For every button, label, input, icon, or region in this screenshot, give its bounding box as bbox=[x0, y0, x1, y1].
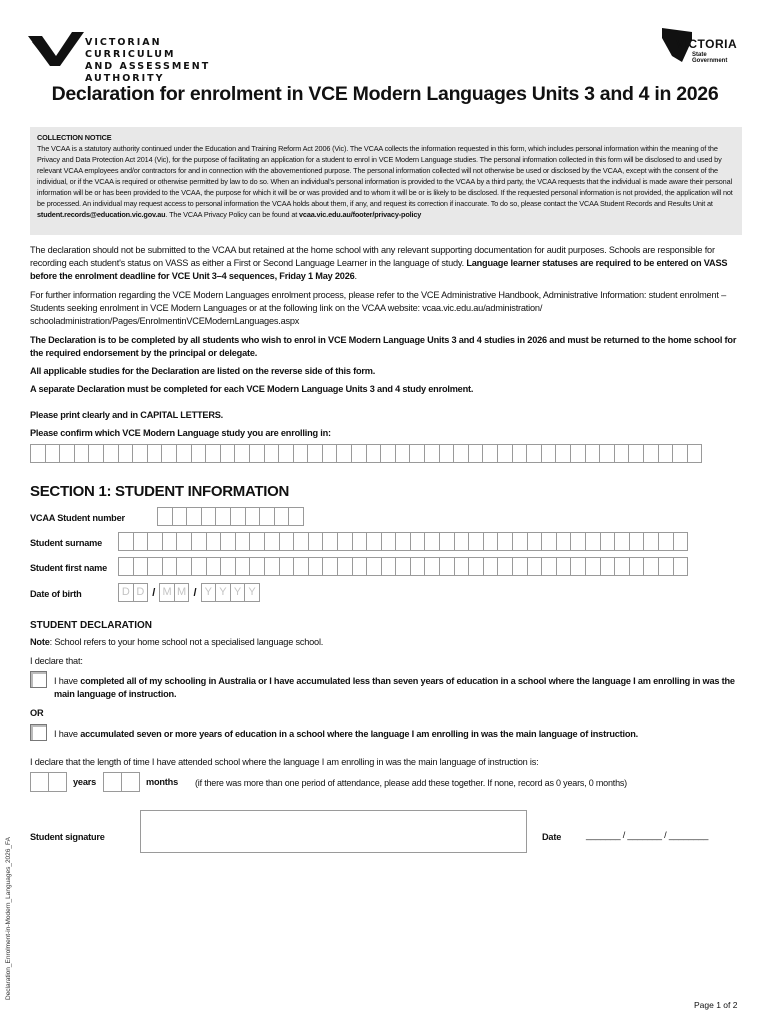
language-study-cell[interactable] bbox=[497, 444, 513, 463]
language-study-cell[interactable] bbox=[278, 444, 294, 463]
language-study-cell[interactable] bbox=[74, 444, 90, 463]
language-study-cell[interactable] bbox=[585, 444, 601, 463]
years-digit-2[interactable] bbox=[48, 772, 67, 792]
first-name-cell[interactable] bbox=[439, 557, 455, 576]
surname-cell[interactable] bbox=[439, 532, 455, 551]
first-name-label: Student first name bbox=[30, 563, 108, 573]
language-study-cell[interactable] bbox=[512, 444, 528, 463]
language-study-cell[interactable] bbox=[351, 444, 367, 463]
victoria-logo bbox=[662, 28, 742, 68]
vcaa-logo-icon bbox=[28, 32, 84, 66]
language-study-cell[interactable] bbox=[59, 444, 75, 463]
language-study-cell[interactable] bbox=[468, 444, 484, 463]
surname-cell[interactable] bbox=[264, 532, 280, 551]
surname-cell[interactable] bbox=[454, 532, 470, 551]
surname-cell[interactable] bbox=[410, 532, 426, 551]
surname-cell[interactable] bbox=[249, 532, 265, 551]
language-study-cell[interactable] bbox=[132, 444, 148, 463]
page-title: Declaration for enrolment in VCE Modern Languages Units 3 and 4 in 2026 bbox=[51, 83, 719, 105]
language-study-cell[interactable] bbox=[672, 444, 688, 463]
first-name-cell[interactable] bbox=[497, 557, 513, 576]
student-number-cell[interactable] bbox=[172, 507, 188, 526]
surname-cell[interactable] bbox=[658, 532, 674, 551]
date-label: Date bbox=[542, 832, 562, 842]
language-study-cell[interactable] bbox=[409, 444, 425, 463]
surname-cell[interactable] bbox=[133, 532, 149, 551]
language-study-input[interactable] bbox=[30, 444, 701, 463]
first-name-cell[interactable] bbox=[468, 557, 484, 576]
student-number-cell[interactable] bbox=[274, 507, 290, 526]
language-study-cell[interactable] bbox=[570, 444, 586, 463]
section-1-title: SECTION 1: STUDENT INFORMATION bbox=[30, 483, 290, 500]
surname-cell[interactable] bbox=[570, 532, 586, 551]
language-study-cell[interactable] bbox=[643, 444, 659, 463]
declaration-note: Note: School refers to your home school not a specialised language school. bbox=[30, 637, 324, 647]
language-study-cell[interactable] bbox=[395, 444, 411, 463]
surname-cell[interactable] bbox=[118, 532, 134, 551]
surname-cell[interactable] bbox=[235, 532, 251, 551]
dob-input[interactable] bbox=[118, 583, 259, 602]
language-study-cell[interactable] bbox=[307, 444, 323, 463]
option-1-text: I have completed all of my schooling in Australia or I have accumulated less than seven years of education in a school where the language I am enrolling in was the main language of instruction. bbox=[54, 676, 735, 699]
first-name-cell[interactable] bbox=[585, 557, 601, 576]
date-input-line[interactable]: _______ / _______ / ________ bbox=[586, 830, 709, 840]
months-digit-2[interactable] bbox=[121, 772, 140, 792]
surname-cell[interactable] bbox=[600, 532, 616, 551]
language-study-cell[interactable] bbox=[45, 444, 61, 463]
first-name-cell[interactable] bbox=[527, 557, 543, 576]
surname-cell[interactable] bbox=[643, 532, 659, 551]
first-name-cell[interactable] bbox=[308, 557, 324, 576]
surname-cell[interactable] bbox=[176, 532, 192, 551]
surname-cell[interactable] bbox=[279, 532, 295, 551]
notice-heading: COLLECTION NOTICE bbox=[37, 133, 112, 142]
language-study-cell[interactable] bbox=[103, 444, 119, 463]
victoria-wordmark: VICTORIA bbox=[676, 37, 738, 51]
language-study-cell[interactable] bbox=[30, 444, 46, 463]
surname-cell[interactable] bbox=[352, 532, 368, 551]
first-name-cell[interactable] bbox=[614, 557, 630, 576]
surname-cell[interactable] bbox=[585, 532, 601, 551]
dob-day-2[interactable]: D bbox=[133, 583, 149, 602]
form-code-side-text: Declaration_Enrolment-in-Modern_Languages_2026_FA bbox=[5, 837, 12, 1000]
language-study-cell[interactable] bbox=[658, 444, 674, 463]
first-name-cell[interactable] bbox=[673, 557, 689, 576]
language-study-cell[interactable] bbox=[147, 444, 163, 463]
surname-cell[interactable] bbox=[556, 532, 572, 551]
language-study-cell[interactable] bbox=[191, 444, 207, 463]
print-instruction: Please print clearly and in CAPITAL LETTERS. bbox=[30, 410, 224, 420]
first-name-cell[interactable] bbox=[147, 557, 163, 576]
language-study-cell[interactable] bbox=[555, 444, 571, 463]
first-name-cell[interactable] bbox=[191, 557, 207, 576]
surname-cell[interactable] bbox=[366, 532, 382, 551]
language-study-cell[interactable] bbox=[161, 444, 177, 463]
first-name-cell[interactable] bbox=[483, 557, 499, 576]
language-study-cell[interactable] bbox=[599, 444, 615, 463]
language-study-cell[interactable] bbox=[482, 444, 498, 463]
first-name-cell[interactable] bbox=[424, 557, 440, 576]
first-name-cell[interactable] bbox=[541, 557, 557, 576]
intro-paragraph-1: The declaration should not be submitted to the VCAA but retained at the home school with any relevant supporting documentation for audit purposes. Schools are responsible for recording each student's status on VASS as either a First or Second Language Learner in the language of study. Language learner statuses are required to be entered on VASS before the enrolment deadline for VCE Unit 3–4 sequences, Friday 1 May 2026. bbox=[30, 245, 728, 281]
first-name-cell[interactable] bbox=[395, 557, 411, 576]
surname-cell[interactable] bbox=[512, 532, 528, 551]
first-name-cell[interactable] bbox=[410, 557, 426, 576]
student-number-cell[interactable] bbox=[215, 507, 231, 526]
years-label: years bbox=[73, 777, 97, 787]
first-name-cell[interactable] bbox=[352, 557, 368, 576]
surname-input[interactable] bbox=[118, 532, 687, 551]
language-study-prompt: Please confirm which VCE Modern Language study you are enrolling in: bbox=[30, 428, 331, 438]
language-study-cell[interactable] bbox=[118, 444, 134, 463]
student-number-cell[interactable] bbox=[157, 507, 173, 526]
surname-cell[interactable] bbox=[629, 532, 645, 551]
intro-paragraph-5: A separate Declaration must be completed for each VCE Modern Language Units 3 and 4 study enrolment. bbox=[30, 384, 474, 394]
first-name-cell[interactable] bbox=[643, 557, 659, 576]
language-study-cell[interactable] bbox=[424, 444, 440, 463]
student-number-cell[interactable] bbox=[245, 507, 261, 526]
surname-cell[interactable] bbox=[308, 532, 324, 551]
page-number: Page 1 of 2 bbox=[694, 1000, 738, 1010]
first-name-cell[interactable] bbox=[322, 557, 338, 576]
months-input[interactable] bbox=[103, 772, 139, 792]
length-statement: I declare that the length of time I have attended school where the language I am enrolling in was the main language of instruction is: bbox=[30, 757, 539, 767]
vcaa-logo bbox=[28, 30, 243, 84]
language-study-cell[interactable] bbox=[541, 444, 557, 463]
language-study-cell[interactable] bbox=[176, 444, 192, 463]
language-study-cell[interactable] bbox=[264, 444, 280, 463]
first-name-cell[interactable] bbox=[337, 557, 353, 576]
student-number-cell[interactable] bbox=[230, 507, 246, 526]
dob-year-4[interactable]: Y bbox=[244, 583, 260, 602]
language-study-cell[interactable] bbox=[205, 444, 221, 463]
dob-year-2[interactable]: Y bbox=[215, 583, 231, 602]
first-name-input[interactable] bbox=[118, 557, 687, 576]
language-study-cell[interactable] bbox=[366, 444, 382, 463]
first-name-cell[interactable] bbox=[629, 557, 645, 576]
first-name-cell[interactable] bbox=[556, 557, 572, 576]
vcaa-name-line1: VICTORIAN CURRICULUM bbox=[85, 37, 176, 60]
language-study-cell[interactable] bbox=[322, 444, 338, 463]
victoria-sub-state: State bbox=[692, 52, 707, 58]
language-study-cell[interactable] bbox=[687, 444, 703, 463]
option-1-checkbox[interactable] bbox=[30, 671, 47, 688]
first-name-cell[interactable] bbox=[366, 557, 382, 576]
language-study-cell[interactable] bbox=[220, 444, 236, 463]
language-study-cell[interactable] bbox=[249, 444, 265, 463]
surname-cell[interactable] bbox=[541, 532, 557, 551]
declare-that: I declare that: bbox=[30, 656, 83, 666]
signature-box[interactable] bbox=[140, 810, 527, 853]
years-input[interactable] bbox=[30, 772, 66, 792]
student-number-cell[interactable] bbox=[201, 507, 217, 526]
first-name-cell[interactable] bbox=[118, 557, 134, 576]
surname-cell[interactable] bbox=[322, 532, 338, 551]
attendance-hint: (if there was more than one period of attendance, please add these together. If none, record as 0 years, 0 months) bbox=[195, 778, 627, 788]
surname-cell[interactable] bbox=[497, 532, 513, 551]
language-study-cell[interactable] bbox=[628, 444, 644, 463]
first-name-cell[interactable] bbox=[220, 557, 236, 576]
surname-cell[interactable] bbox=[220, 532, 236, 551]
surname-label: Student surname bbox=[30, 538, 103, 548]
option-2-text: I have accumulated seven or more years of education in a school where the language I am enrolling in was the main language of instruction. bbox=[54, 729, 639, 739]
student-number-cell[interactable] bbox=[259, 507, 275, 526]
surname-cell[interactable] bbox=[293, 532, 309, 551]
surname-cell[interactable] bbox=[468, 532, 484, 551]
dob-separator-1: / bbox=[152, 586, 156, 599]
vcaa-name-line2: AND ASSESSMENT AUTHORITY bbox=[85, 61, 211, 84]
language-study-cell[interactable] bbox=[526, 444, 542, 463]
language-study-cell[interactable] bbox=[293, 444, 309, 463]
student-number-label: VCAA Student number bbox=[30, 513, 125, 523]
collection-notice bbox=[30, 127, 742, 235]
intro-paragraph-3: The Declaration is to be completed by all students who wish to enrol in VCE Modern Language Units 3 and 4 studies in 2026 and must be returned to the home school for the required endorsement by the principal or delegate. bbox=[30, 335, 737, 358]
language-study-cell[interactable] bbox=[614, 444, 630, 463]
surname-cell[interactable] bbox=[147, 532, 163, 551]
intro-paragraph-2: For further information regarding the VCE Modern Languages enrolment process, please refer to the VCE Administrative Handbook, Administrative Information: student enrolment – Students seeking enrolment in VCE Modern Languages or at the following link on the VCAA website: vcaa.vic.edu.au/administration/ schooladministration/Pages/EnrolmentinVCEModernLanguages.aspx bbox=[30, 290, 726, 326]
surname-cell[interactable] bbox=[395, 532, 411, 551]
student-number-input[interactable] bbox=[157, 507, 303, 526]
surname-cell[interactable] bbox=[614, 532, 630, 551]
first-name-cell[interactable] bbox=[249, 557, 265, 576]
notice-email-link[interactable]: student.records@education.vic.gov.au bbox=[37, 210, 166, 219]
option-2-checkbox[interactable] bbox=[30, 724, 47, 741]
surname-cell[interactable] bbox=[673, 532, 689, 551]
or-label: OR bbox=[30, 708, 44, 718]
dob-month-2[interactable]: M bbox=[174, 583, 190, 602]
language-study-cell[interactable] bbox=[234, 444, 250, 463]
intro-paragraph-4: All applicable studies for the Declaration are listed on the reverse side of this form. bbox=[30, 366, 376, 376]
first-name-cell[interactable] bbox=[381, 557, 397, 576]
first-name-cell[interactable] bbox=[162, 557, 178, 576]
dob-year-1[interactable]: Y bbox=[201, 583, 217, 602]
student-number-cell[interactable] bbox=[288, 507, 304, 526]
dob-year-3[interactable]: Y bbox=[230, 583, 246, 602]
language-study-cell[interactable] bbox=[88, 444, 104, 463]
years-digit-1[interactable] bbox=[30, 772, 49, 792]
surname-cell[interactable] bbox=[162, 532, 178, 551]
first-name-cell[interactable] bbox=[279, 557, 295, 576]
first-name-cell[interactable] bbox=[264, 557, 280, 576]
surname-cell[interactable] bbox=[191, 532, 207, 551]
first-name-cell[interactable] bbox=[206, 557, 222, 576]
first-name-cell[interactable] bbox=[570, 557, 586, 576]
signature-label: Student signature bbox=[30, 832, 105, 842]
dob-month-1[interactable]: M bbox=[159, 583, 175, 602]
notice-policy-link[interactable]: vcaa.vic.edu.au/footer/privacy-policy bbox=[299, 210, 422, 219]
surname-cell[interactable] bbox=[424, 532, 440, 551]
first-name-cell[interactable] bbox=[512, 557, 528, 576]
surname-cell[interactable] bbox=[206, 532, 222, 551]
first-name-cell[interactable] bbox=[235, 557, 251, 576]
language-study-cell[interactable] bbox=[453, 444, 469, 463]
victoria-sub-government: Government bbox=[692, 58, 728, 64]
student-declaration-title: STUDENT DECLARATION bbox=[30, 620, 153, 631]
first-name-cell[interactable] bbox=[176, 557, 192, 576]
surname-cell[interactable] bbox=[483, 532, 499, 551]
months-digit-1[interactable] bbox=[103, 772, 122, 792]
months-label: months bbox=[146, 777, 178, 787]
surname-cell[interactable] bbox=[337, 532, 353, 551]
surname-cell[interactable] bbox=[527, 532, 543, 551]
notice-body-2: . The VCAA Privacy Policy can be found at bbox=[165, 210, 299, 219]
notice-body: The VCAA is a statutory authority continued under the Education and Training Reform Act 2006 (Vic). The VCAA collects the information requested in this form, which includes personal information within the meaning of the Privacy and Data Protection Act 2014 (Vic), for the purpose of facilitating an application for a student to enrol in VCE Modern Language studies. The personal information collected in this form will be disclosed to and used by relevant VCAA employees and/or contractors for and in connection with the abovementioned purpose. The personal information collected will not otherwise be used or disclosed by the VCAA, except with the consent of the individual, or if the VCAA is required or otherwise permitted by law to do so. When an individual's personal information is provided to the VCAA by a third party, the VCAA requests that the individual is made aware their personal information will be or has been provided to the VCAA, the purpose for which it will be or was provided and to whom it will be or is likely to be disclosed. If the requested personal information is not provided, the application will not be processed. An individual may request access to personal information the VCAA holds about them, if any, and request its correction if inaccurate. To do so, please contact the VCAA Student Records and Results Unit at bbox=[37, 144, 733, 208]
surname-cell[interactable] bbox=[381, 532, 397, 551]
dob-label: Date of birth bbox=[30, 589, 82, 599]
language-study-cell[interactable] bbox=[380, 444, 396, 463]
language-study-cell[interactable] bbox=[439, 444, 455, 463]
first-name-cell[interactable] bbox=[658, 557, 674, 576]
dob-separator-2: / bbox=[193, 586, 197, 599]
dob-day-1[interactable]: D bbox=[118, 583, 134, 602]
first-name-cell[interactable] bbox=[293, 557, 309, 576]
first-name-cell[interactable] bbox=[454, 557, 470, 576]
first-name-cell[interactable] bbox=[133, 557, 149, 576]
first-name-cell[interactable] bbox=[600, 557, 616, 576]
student-number-cell[interactable] bbox=[186, 507, 202, 526]
language-study-cell[interactable] bbox=[336, 444, 352, 463]
